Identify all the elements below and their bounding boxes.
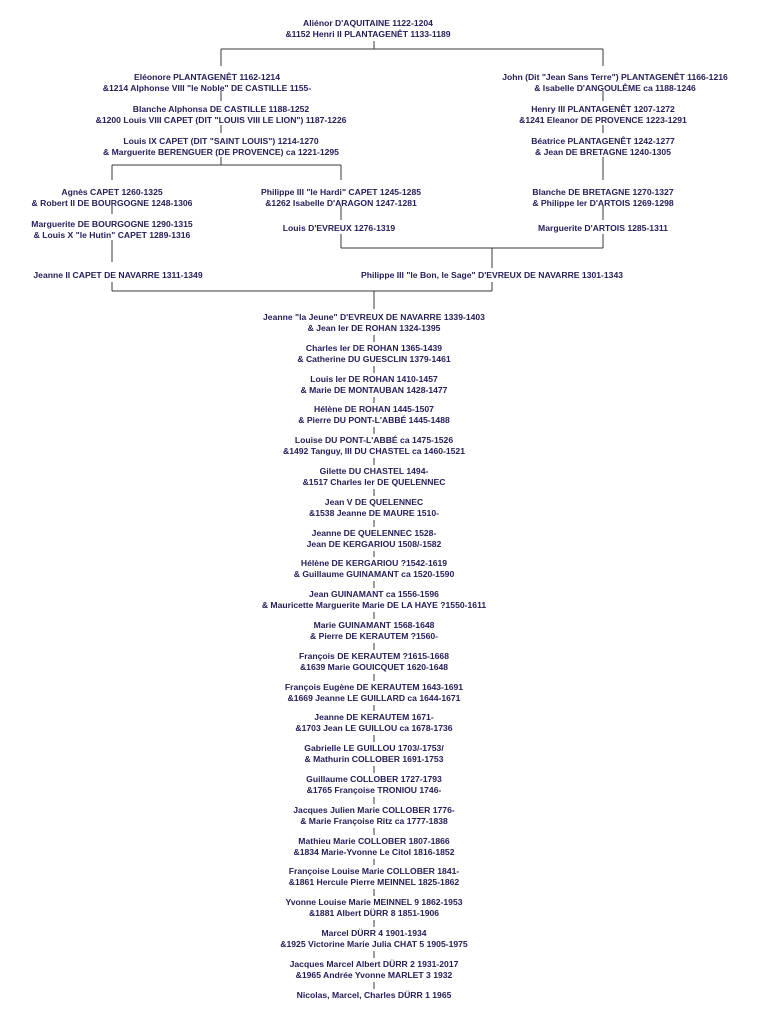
philippe-iii-couple (261, 187, 421, 209)
henry-iii-couple (519, 104, 687, 126)
descendant-spouse: & Pierre DU PONT-L'ABBÉ 1445-1488 (298, 415, 450, 425)
descendant-person: Jeanne DE QUELENNEC 1528- (311, 528, 437, 538)
agnes-couple (32, 187, 193, 209)
marguerite-bourgogne-couple (31, 219, 192, 241)
agnes-spouse: & Robert II DE BOURGOGNE 1248-1306 (31, 198, 193, 208)
descendant-couple (304, 743, 443, 765)
descendant-couple (263, 312, 485, 334)
marguerite-bourgogne-spouse: & Louis X "le Hutin" CAPET 1289-1316 (33, 230, 191, 240)
descendant-spouse: &1834 Marie-Yvonne Le Citol 1816-1852 (293, 847, 455, 857)
descendant-spouse: &1669 Jeanne LE GUILLARD ca 1644-1671 (287, 693, 461, 703)
marguerite-artois-node (538, 223, 668, 234)
agnes-person: Agnès CAPET 1260-1325 (61, 187, 163, 197)
blanche-person: Blanche Alphonsa DE CASTILLE 1188-1252 (132, 104, 310, 114)
descendant-person: Marie GUINAMANT 1568-1648 (313, 620, 435, 630)
descendant-spouse: & Marie Françoise Ritz ca 1777-1838 (300, 816, 448, 826)
descendant-person: Hélène DE KERGARIOU ?1542-1619 (300, 558, 448, 568)
descendant-couple (294, 836, 455, 858)
descendant-person: Gilette DU CHASTEL 1494- (319, 466, 429, 476)
descendant-spouse: &1765 Françoise TRONIOU 1746- (306, 785, 442, 795)
descendant-couple (290, 959, 459, 981)
philippe-evreux-person: Philippe III "le Bon, le Sage" D'EVREUX DE NAVARRE 1301-1343 (360, 270, 624, 280)
descendant-couple (295, 712, 452, 734)
beatrice-couple (531, 136, 675, 158)
blanche-couple (96, 104, 347, 126)
descendant-couple (309, 497, 439, 519)
descendant-person: Jacques Marcel Albert DÜRR 2 1931-2017 (289, 959, 459, 969)
louis-ix-couple (103, 136, 339, 158)
descendant-spouse: &1925 Victorine Marie Julia CHAT 5 1905-1975 (280, 939, 468, 949)
blanche-spouse: &1200 Louis VIII CAPET (DIT "LOUIS VIII LE LION") 1187-1226 (95, 115, 347, 125)
descendant-person: Hélène DE ROHAN 1445-1507 (314, 404, 434, 414)
descendant-spouse: &1965 Andrée Yvonne MARLET 3 1932 (295, 970, 453, 980)
blanche-bretagne-spouse: & Philippe Ier D'ARTOIS 1269-1298 (532, 198, 674, 208)
descendant-couple (297, 990, 452, 1001)
descendant-couple (301, 374, 448, 396)
louis-evreux-node (283, 223, 395, 234)
descendant-spouse: & Pierre DE KERAUTEM ?1560- (310, 631, 438, 641)
descendant-spouse: &1703 Jean LE GUILLOU ca 1678-1736 (295, 723, 453, 733)
louis-ix-spouse: & Marguerite BERENGUER (DE PROVENCE) ca 1221-1295 (103, 147, 339, 157)
descendant-spouse: & Guillaume GUINAMANT ca 1520-1590 (293, 569, 455, 579)
descendant-spouse: &1492 Tanguy, III DU CHASTEL ca 1460-1521 (283, 446, 465, 456)
descendant-person: Jeanne DE KERAUTEM 1671- (314, 712, 434, 722)
descendant-spouse: &1861 Hercule Pierre MEINNEL 1825-1862 (288, 877, 460, 887)
descendant-spouse: Jean DE KERGARIOU 1508/-1582 (306, 539, 442, 549)
descendant-couple (285, 897, 462, 919)
descendant-person: Guillaume COLLOBER 1727-1793 (306, 774, 442, 784)
root-person: Aliénor D'AQUITAINE 1122-1204 (303, 18, 433, 28)
descendant-person: Yvonne Louise Marie MEINNEL 9 1862-1953 (285, 897, 463, 907)
jeanne-ii-node (33, 270, 202, 281)
john-couple (502, 72, 728, 94)
marguerite-artois-person: Marguerite D'ARTOIS 1285-1311 (538, 223, 668, 233)
descendant-person: Louis Ier DE ROHAN 1410-1457 (310, 374, 438, 384)
jeanne-ii-person: Jeanne II CAPET DE NAVARRE 1311-1349 (33, 270, 203, 280)
louis-ix-person: Louis IX CAPET (DIT "SAINT LOUIS") 1214-1270 (123, 136, 319, 146)
descendant-couple (303, 466, 446, 488)
eleonore-person: Eléonore PLANTAGENÊT 1162-1214 (134, 72, 280, 82)
root-spouse: &1152 Henri II PLANTAGENÊT 1133-1189 (285, 29, 451, 39)
descendant-person: François Eugène DE KERAUTEM 1643-1691 (284, 682, 464, 692)
descendant-couple (283, 435, 465, 457)
descendant-couple (299, 651, 449, 673)
descendant-spouse: &1881 Albert DÜRR 8 1851-1906 (308, 908, 440, 918)
henry-iii-spouse: &1241 Eleanor DE PROVENCE 1223-1291 (519, 115, 687, 125)
descendant-couple (294, 558, 454, 580)
descendant-person: Marcel DÜRR 4 1901-1934 (321, 928, 427, 938)
marguerite-bourgogne-person: Marguerite DE BOURGOGNE 1290-1315 (31, 219, 193, 229)
descendant-person: Françoise Louise Marie COLLOBER 1841- (288, 866, 460, 876)
descendant-couple (298, 404, 450, 426)
descendant-spouse: & Mathurin COLLOBER 1691-1753 (304, 754, 444, 764)
descendant-person: Charles Ier DE ROHAN 1365-1439 (305, 343, 443, 353)
descendant-person: Gabrielle LE GUILLOU 1703/-1753/ (304, 743, 444, 753)
descendant-person: Nicolas, Marcel, Charles DÜRR 1 1965 (296, 990, 452, 1000)
descendant-person: Jean V DE QUELENNEC (324, 497, 424, 507)
descendant-spouse: & Jean Ier DE ROHAN 1324-1395 (307, 323, 441, 333)
eleonore-spouse: &1214 Alphonse VIII "le Noble" DE CASTILLE 1155- (102, 83, 312, 93)
louis-evreux-person: Louis D'EVREUX 1276-1319 (282, 223, 396, 233)
descendant-couple (285, 682, 463, 704)
eleonore-couple (103, 72, 311, 94)
descendant-couple (310, 620, 438, 642)
descendant-person: Jean GUINAMANT ca 1556-1596 (309, 589, 439, 599)
philippe-iii-spouse: &1262 Isabelle D'ARAGON 1247-1281 (265, 198, 417, 208)
blanche-bretagne-couple (532, 187, 673, 209)
descendant-person: François DE KERAUTEM ?1615-1668 (299, 651, 449, 661)
descendant-couple (289, 866, 460, 888)
henry-iii-person: Henry III PLANTAGENÊT 1207-1272 (531, 104, 675, 114)
descendant-spouse: &1639 Marie GOUICQUET 1620-1648 (299, 662, 449, 672)
descendant-couple (306, 774, 442, 796)
descendant-spouse: &1538 Jeanne DE MAURE 1510- (309, 508, 439, 518)
descendant-couple (297, 343, 450, 365)
descendant-couple (280, 928, 467, 950)
descendant-spouse: & Catherine DU GUESCLIN 1379-1461 (297, 354, 451, 364)
root-couple (285, 18, 450, 40)
beatrice-spouse: & Jean DE BRETAGNE 1240-1305 (535, 147, 671, 157)
descendant-couple (262, 589, 486, 611)
descendant-person: Jacques Julien Marie COLLOBER 1776- (293, 805, 455, 815)
descendant-spouse: & Mauricette Marguerite Marie DE LA HAYE ?1550-1611 (261, 600, 487, 610)
beatrice-person: Béatrice PLANTAGENÊT 1242-1277 (531, 136, 675, 146)
descendant-couple (307, 528, 442, 550)
philippe-iii-person: Philippe III "le Hardi" CAPET 1245-1285 (260, 187, 422, 197)
descendant-person: Jeanne "la Jeune" D'EVREUX DE NAVARRE 1339-1403 (263, 312, 485, 322)
john-person: John (Dit "Jean Sans Terre") PLANTAGENÊT 1166-1216 (502, 72, 728, 82)
descendant-couple (293, 805, 454, 827)
philippe-evreux-node (361, 270, 623, 281)
john-spouse: & Isabelle D'ANGOULÊME ca 1188-1246 (534, 83, 696, 93)
descendant-person: Louise DU PONT-L'ABBÉ ca 1475-1526 (294, 435, 454, 445)
descendant-spouse: & Marie DE MONTAUBAN 1428-1477 (300, 385, 448, 395)
descendant-spouse: &1517 Charles Ier DE QUELENNEC (302, 477, 446, 487)
blanche-bretagne-person: Blanche DE BRETAGNE 1270-1327 (532, 187, 674, 197)
descendant-person: Mathieu Marie COLLOBER 1807-1866 (298, 836, 450, 846)
